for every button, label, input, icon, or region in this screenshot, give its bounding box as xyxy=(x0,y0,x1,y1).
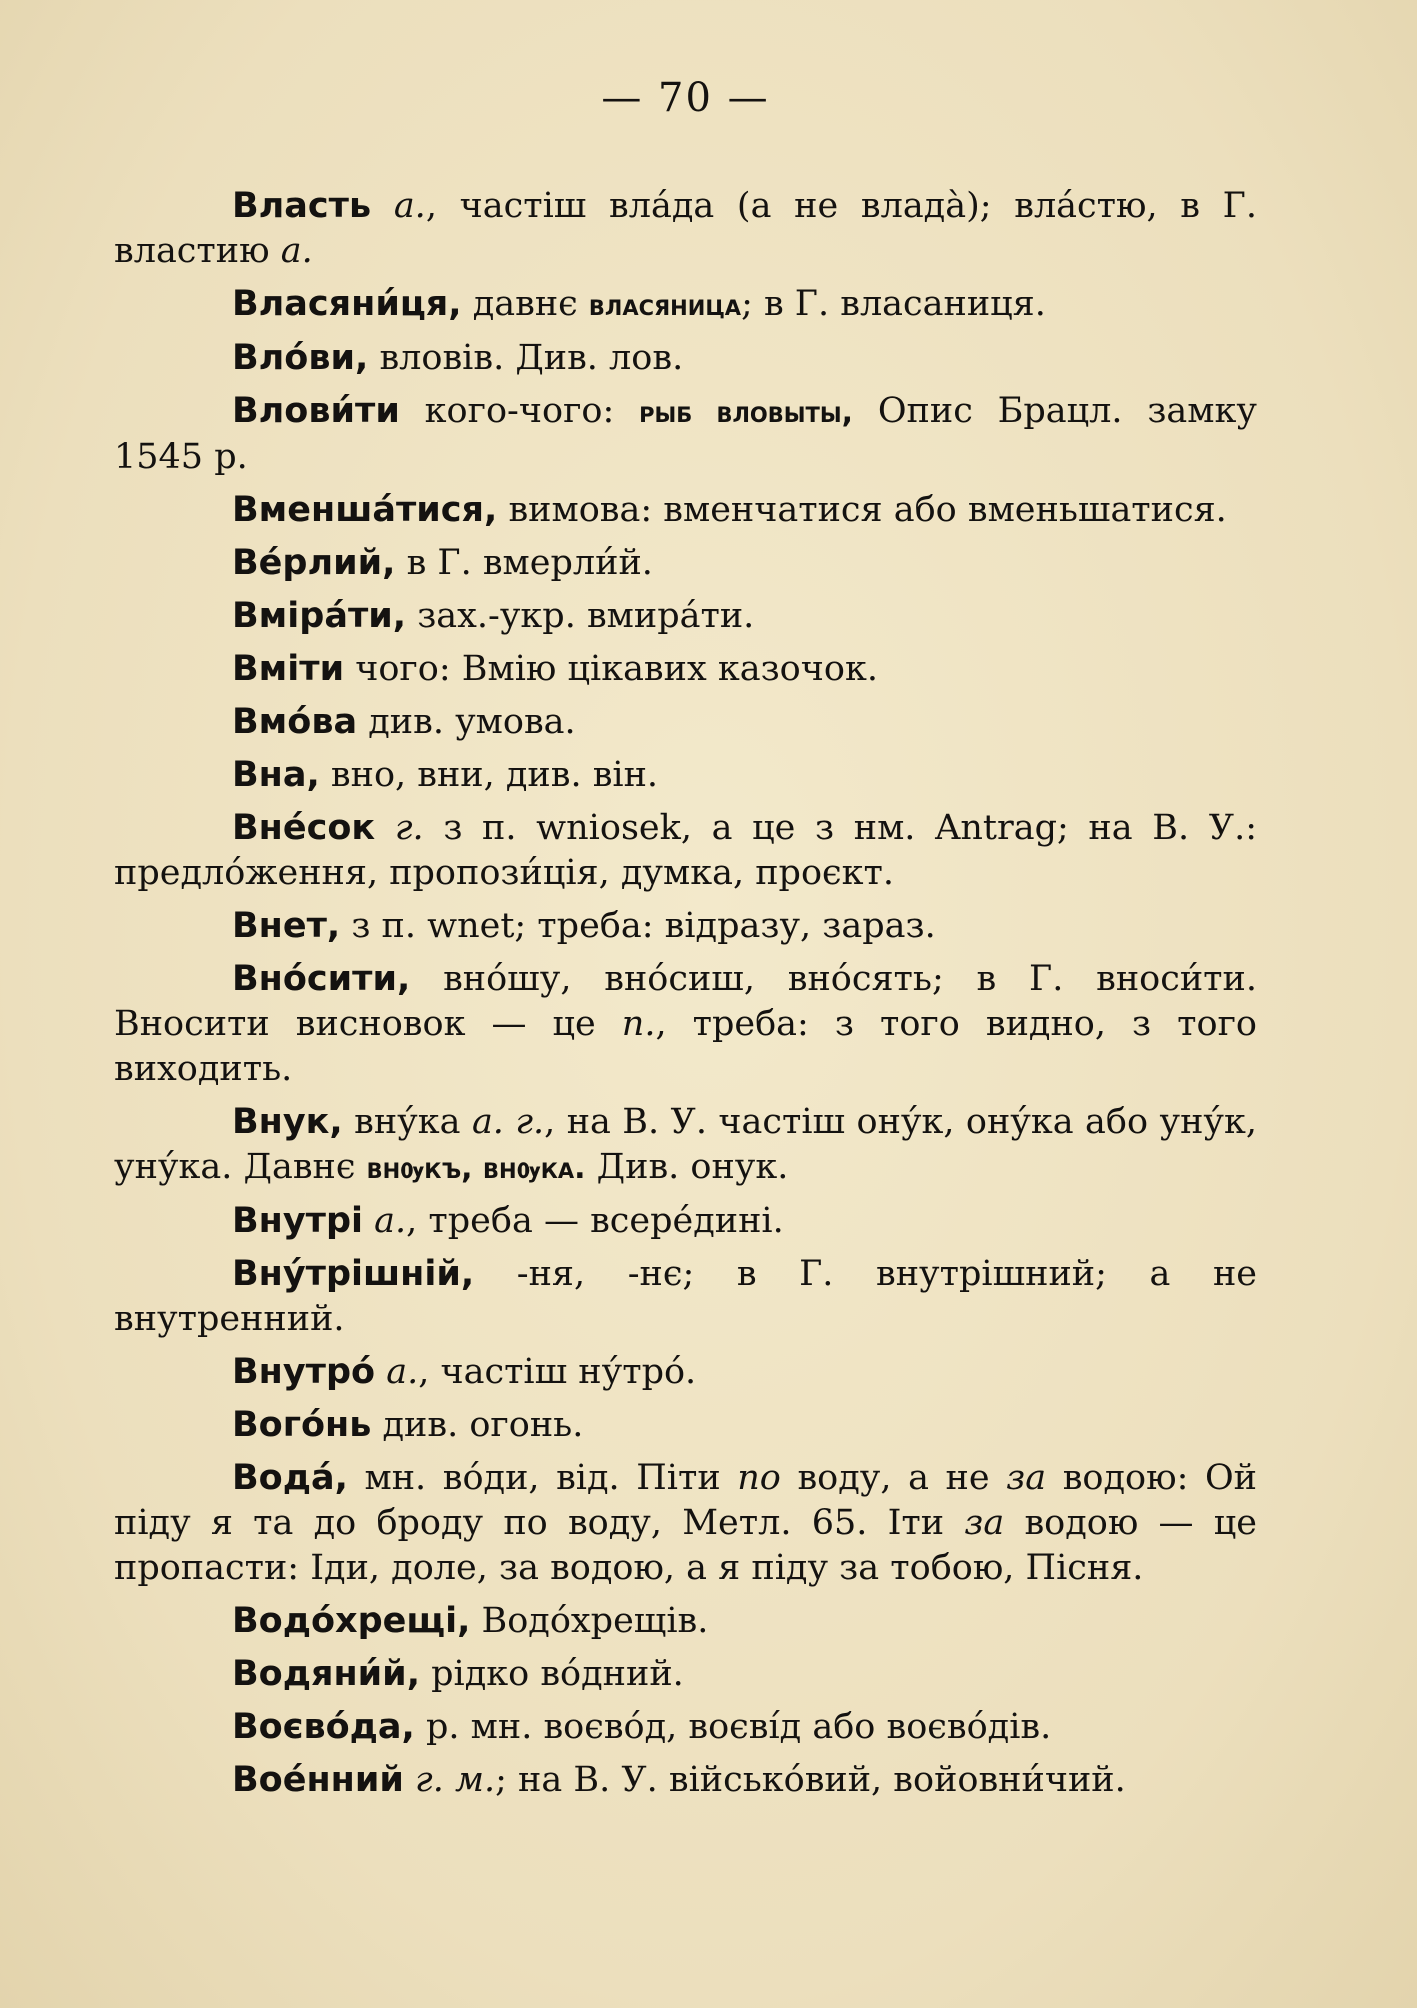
entry-text: вно, вни, див. він. xyxy=(319,755,659,795)
entry-text: див. умова. xyxy=(357,702,576,742)
entry-text: , частіш ну́тро́. xyxy=(418,1352,697,1392)
entry-text: з п. wniosek, а це з нм. Antrag; на В. У.: предло́ження, пропози́ція, думка, проєкт. xyxy=(114,808,1257,893)
headword: Вмо́ва xyxy=(232,702,358,742)
dictionary-entry xyxy=(114,1252,1257,1342)
entry-text: кого-чого: xyxy=(399,391,640,431)
headword: Вміти xyxy=(232,649,345,689)
headword: Вменша́тися, xyxy=(232,490,498,530)
old-slavonic-text: рыб вловыты, xyxy=(639,395,853,430)
entry-text: ; на В. У. військо́вий, войовни́чий. xyxy=(495,1760,1126,1800)
entry-text: водою — це пропасти: Іди, доле, за водою, а я піду за тобою, Пісня. xyxy=(114,1503,1257,1588)
headword: Внутрі xyxy=(232,1201,364,1241)
headword: Воєво́да, xyxy=(232,1707,415,1747)
headword: Вно́сити, xyxy=(232,959,411,999)
entry-text: водою: Ой піду я та до броду по воду, Метл. 65. Іти xyxy=(114,1458,1257,1543)
dictionary-entry xyxy=(114,1199,1257,1244)
entry-text: р. мн. воєво́д, воєві́д або воєво́дів. xyxy=(414,1707,1052,1747)
abbreviation: а. xyxy=(393,186,426,226)
entry-text: в Г. вмерли́й. xyxy=(395,543,653,583)
headword: Вміра́ти, xyxy=(232,596,407,636)
entry-text xyxy=(375,1352,386,1392)
entry-text: -ня, -нє; в Г. внутрішний; а не внутренний. xyxy=(114,1254,1257,1339)
abbreviation: г. xyxy=(394,808,424,848)
headword: Внет, xyxy=(232,906,341,946)
headword: Вну́трішній, xyxy=(232,1254,475,1294)
dictionary-entry xyxy=(114,1758,1257,1803)
abbreviation: по xyxy=(737,1458,781,1498)
entry-text: , треба: з того видно, з того виходить. xyxy=(114,1004,1257,1089)
headword: Водяни́й, xyxy=(232,1654,420,1694)
headword: Вло́ви, xyxy=(232,338,369,378)
abbreviation: а. г. xyxy=(471,1102,545,1142)
entry-text xyxy=(363,1201,374,1241)
dictionary-entry xyxy=(114,389,1257,480)
entry-text: зах.-укр. вмира́ти. xyxy=(406,596,755,636)
entry-text xyxy=(375,808,395,848)
dictionary-entry xyxy=(114,488,1257,533)
entry-text: чого: Вмію цікавих казочок. xyxy=(344,649,878,689)
entry-text: рідко во́дний. xyxy=(420,1654,684,1694)
entry-text: вну́ка xyxy=(342,1102,472,1142)
dictionary-entry xyxy=(114,1350,1257,1395)
old-slavonic-text: власяница xyxy=(588,288,742,323)
entry-text: Водо́хрещів. xyxy=(470,1601,709,1641)
dictionary-entry xyxy=(114,336,1257,381)
entry-text: Опис Брацл. замку 1545 р. xyxy=(114,391,1257,477)
entry-text xyxy=(371,186,394,226)
dictionary-entry xyxy=(114,904,1257,949)
entry-text xyxy=(404,1760,415,1800)
headword: Вого́нь xyxy=(232,1405,372,1445)
entry-text: мн. во́ди, від. Піти xyxy=(347,1458,738,1498)
entry-text: , треба — всере́дині. xyxy=(406,1201,784,1241)
dictionary-entry xyxy=(114,1100,1257,1191)
headword: Внутро́ xyxy=(232,1352,376,1392)
headword: Влови́ти xyxy=(232,391,400,431)
headword: Вна, xyxy=(232,755,320,795)
dictionary-entry xyxy=(114,753,1257,798)
headword: Вое́нний xyxy=(232,1760,404,1800)
dictionary-entry xyxy=(114,1652,1257,1697)
headword: Власть xyxy=(232,186,372,226)
dictionary-entry xyxy=(114,806,1257,896)
dictionary-entry xyxy=(114,541,1257,586)
dictionary-entries xyxy=(114,184,1257,1803)
entry-text: ; в Г. власаниця. xyxy=(741,284,1046,324)
headword: Водо́хрещі, xyxy=(232,1601,471,1641)
entry-text: , на В. У. частіш ону́к, ону́ка або уну́к, уну́ка. Давнє xyxy=(114,1102,1257,1187)
page-number: — 70 — xyxy=(601,75,770,121)
dictionary-entry xyxy=(114,1599,1257,1644)
dictionary-entry xyxy=(114,647,1257,692)
abbreviation: а. xyxy=(386,1352,419,1392)
headword: Ве́рлий, xyxy=(232,543,396,583)
headword: Внук, xyxy=(232,1102,343,1142)
entry-text: воду, а не xyxy=(780,1458,1007,1498)
dictionary-entry xyxy=(114,594,1257,639)
abbreviation: а. xyxy=(280,231,313,271)
entry-text: див. огонь. xyxy=(371,1405,584,1445)
abbreviation: г. м. xyxy=(415,1760,496,1800)
entry-text: вловів. Див. лов. xyxy=(368,338,684,378)
headword: Вода́, xyxy=(232,1458,348,1498)
entry-text: Див. онук. xyxy=(585,1147,789,1187)
abbreviation: за xyxy=(1006,1458,1047,1498)
abbreviation: за xyxy=(964,1503,1005,1543)
headword: Власяни́ця, xyxy=(232,284,462,324)
dictionary-entry xyxy=(114,700,1257,745)
old-slavonic-text: внѹкъ, внѹка. xyxy=(366,1151,586,1186)
dictionary-entry xyxy=(114,1456,1257,1591)
entry-text: давнє xyxy=(461,284,589,324)
entry-text: з п. wnet; треба: відразу, зараз. xyxy=(340,906,936,946)
dictionary-entry xyxy=(114,1705,1257,1750)
entry-text: , частіш вла́да (а не влада̀); вла́стю, в Г. властию xyxy=(114,186,1257,271)
dictionary-entry xyxy=(114,282,1257,328)
entry-text: вно́шу, вно́сиш, вно́сять; в Г. вноси́ти. Вносити висновок — це xyxy=(114,959,1257,1044)
abbreviation: п. xyxy=(621,1004,656,1044)
abbreviation: а. xyxy=(374,1201,407,1241)
entry-text: вимова: вменчатися або вменьшатися. xyxy=(497,490,1227,530)
dictionary-entry xyxy=(114,1403,1257,1448)
dictionary-entry xyxy=(114,957,1257,1092)
dictionary-entry xyxy=(114,184,1257,274)
headword: Вне́сок xyxy=(232,808,376,848)
